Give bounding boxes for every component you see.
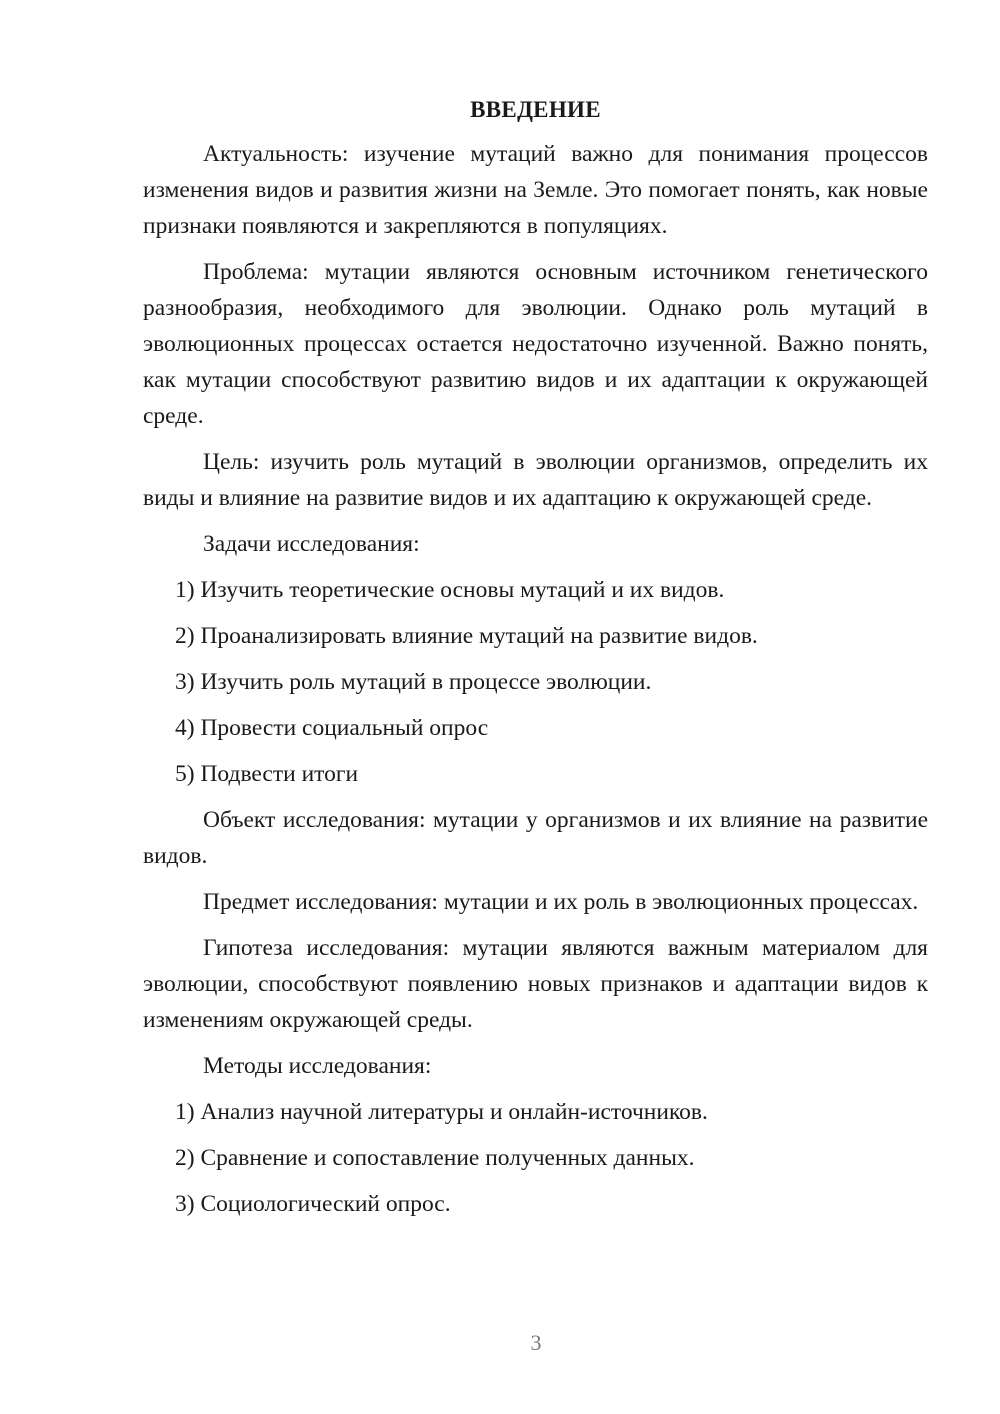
list-item: 5) Подвести итоги bbox=[175, 761, 359, 787]
list-item: 1) Анализ научной литературы и онлайн-источников. bbox=[175, 1099, 708, 1125]
methods-heading: Методы исследования: bbox=[203, 1053, 432, 1079]
list-item: 3) Изучить роль мутаций в процессе эволюции. bbox=[175, 669, 652, 695]
list-item: 4) Провести социальный опрос bbox=[175, 715, 489, 741]
document-page bbox=[143, 92, 928, 1232]
methods-list bbox=[143, 1094, 928, 1222]
tasks-list bbox=[143, 572, 928, 792]
page-number: 3 bbox=[530, 1330, 542, 1355]
tasks-heading: Задачи исследования: bbox=[203, 531, 420, 557]
goal-paragraph: Цель: изучить роль мутаций в эволюции организмов, определить их виды и влияние на развитие видов и их адаптацию к окружающей среде. bbox=[143, 449, 928, 511]
problem-paragraph: Проблема: мутации являются основным источником генетического разнообразия, необходимого для эволюции. Однако роль мутаций в эволюционных процессах остается недостаточно изученной. Важно понять, как мутации способствуют развитию видов и их адаптации к окружающей среде. bbox=[143, 259, 928, 429]
list-item: 1) Изучить теоретические основы мутаций и их видов. bbox=[175, 577, 725, 603]
page-title: ВВЕДЕНИЕ bbox=[470, 97, 601, 122]
object-paragraph: Объект исследования: мутации у организмов и их влияние на развитие видов. bbox=[143, 807, 928, 869]
relevance-paragraph: Актуальность: изучение мутаций важно для понимания процессов изменения видов и развития жизни на Земле. Это помогает понять, как новые признаки появляются и закрепляются в популяциях. bbox=[143, 141, 928, 239]
list-item: 2) Сравнение и сопоставление полученных данных. bbox=[175, 1145, 695, 1171]
list-item: 3) Социологический опрос. bbox=[175, 1191, 451, 1217]
subject-paragraph: Предмет исследования: мутации и их роль в эволюционных процессах. bbox=[203, 889, 919, 915]
list-item: 2) Проанализировать влияние мутаций на развитие видов. bbox=[175, 623, 758, 649]
hypothesis-paragraph: Гипотеза исследования: мутации являются важным материалом для эволюции, способствуют появлению новых признаков и адаптации видов к изменениям окружающей среды. bbox=[143, 935, 928, 1033]
